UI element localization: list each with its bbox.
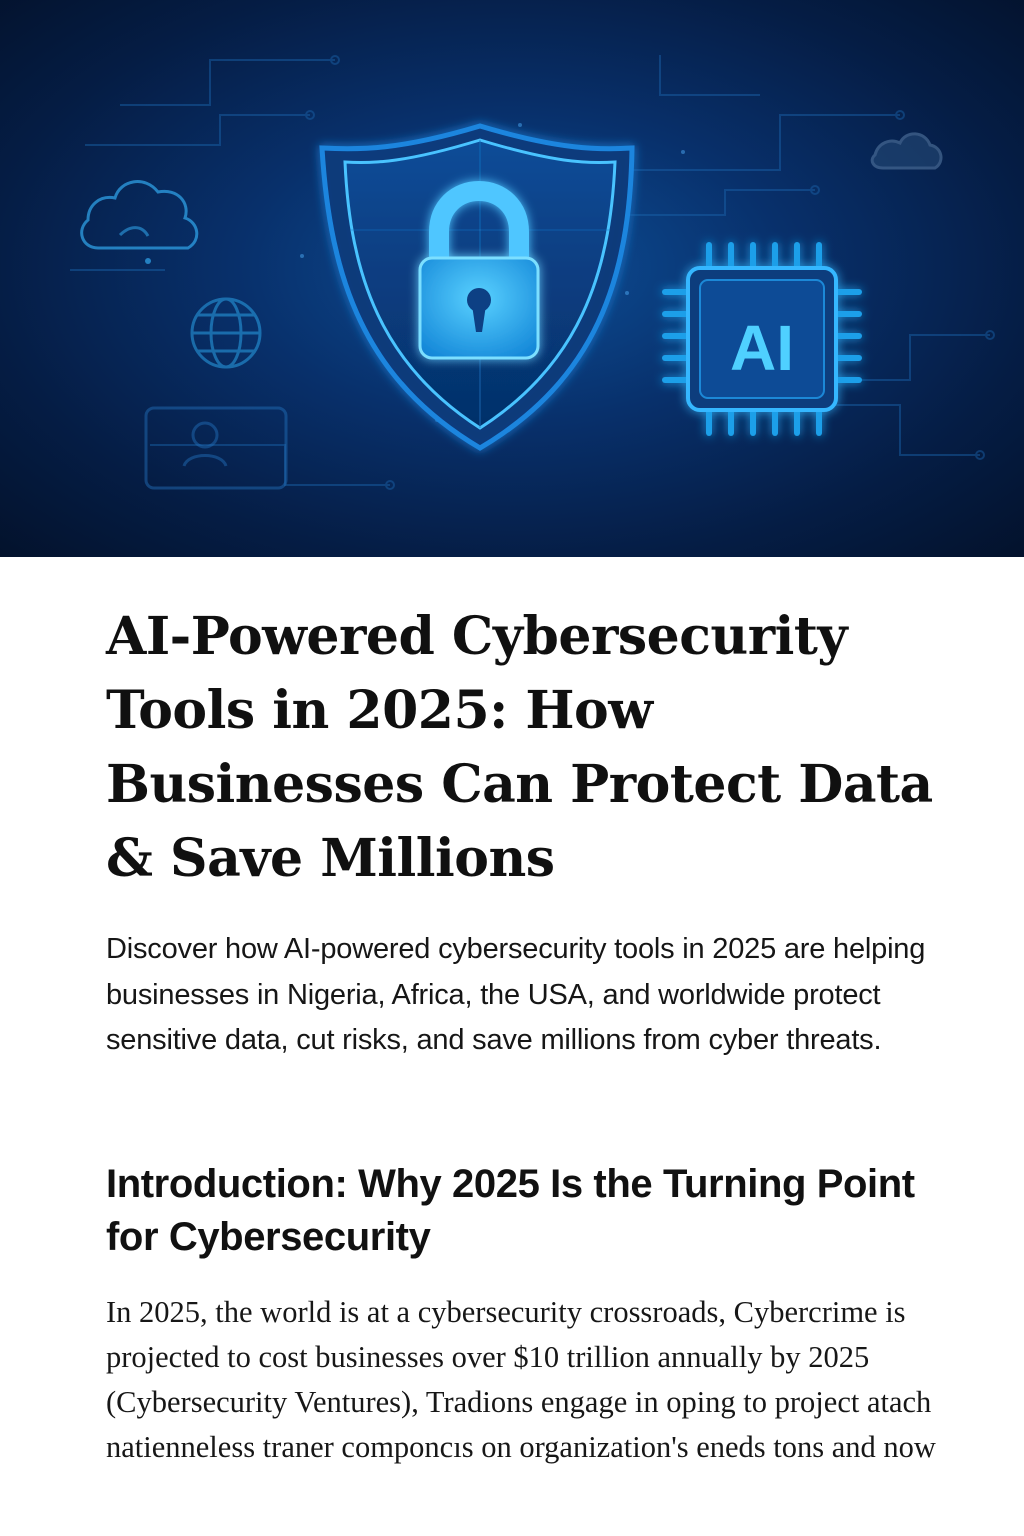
- ai-chip-icon: [665, 245, 859, 433]
- ai-chip-label: AI: [730, 312, 794, 384]
- introduction-paragraph: In 2025, the world is at a cybersecurity crossroads, Cybercrime is projected to cost businesses over $10 trillion annually by 2025 (Cybersecurity Ventures), Tradions engage in oping to project atach natienneless traner componcıs on organization's eneds tons and now: [106, 1295, 936, 1464]
- introduction-heading: Introduction: Why 2025 Is the Turning Point for Cybersecurity: [106, 1162, 915, 1259]
- cloud-icon-right: [872, 134, 941, 168]
- article-summary: Discover how AI-powered cybersecurity tools in 2025 are helping businesses in Nigeria, Africa, the USA, and worldwide protect sensitive data, cut risks, and save millions from cyber threats.: [106, 933, 926, 1056]
- user-card-icon: [146, 408, 286, 488]
- hero-banner: [0, 0, 1024, 557]
- globe-icon: [192, 299, 260, 367]
- article-title: AI-Powered Cybersecurity Tools in 2025: How Businesses Can Protect Data & Save Millions: [106, 606, 933, 889]
- cloud-icon: [82, 182, 197, 264]
- hero-illustration: [0, 0, 1024, 557]
- article-header: [106, 600, 946, 896]
